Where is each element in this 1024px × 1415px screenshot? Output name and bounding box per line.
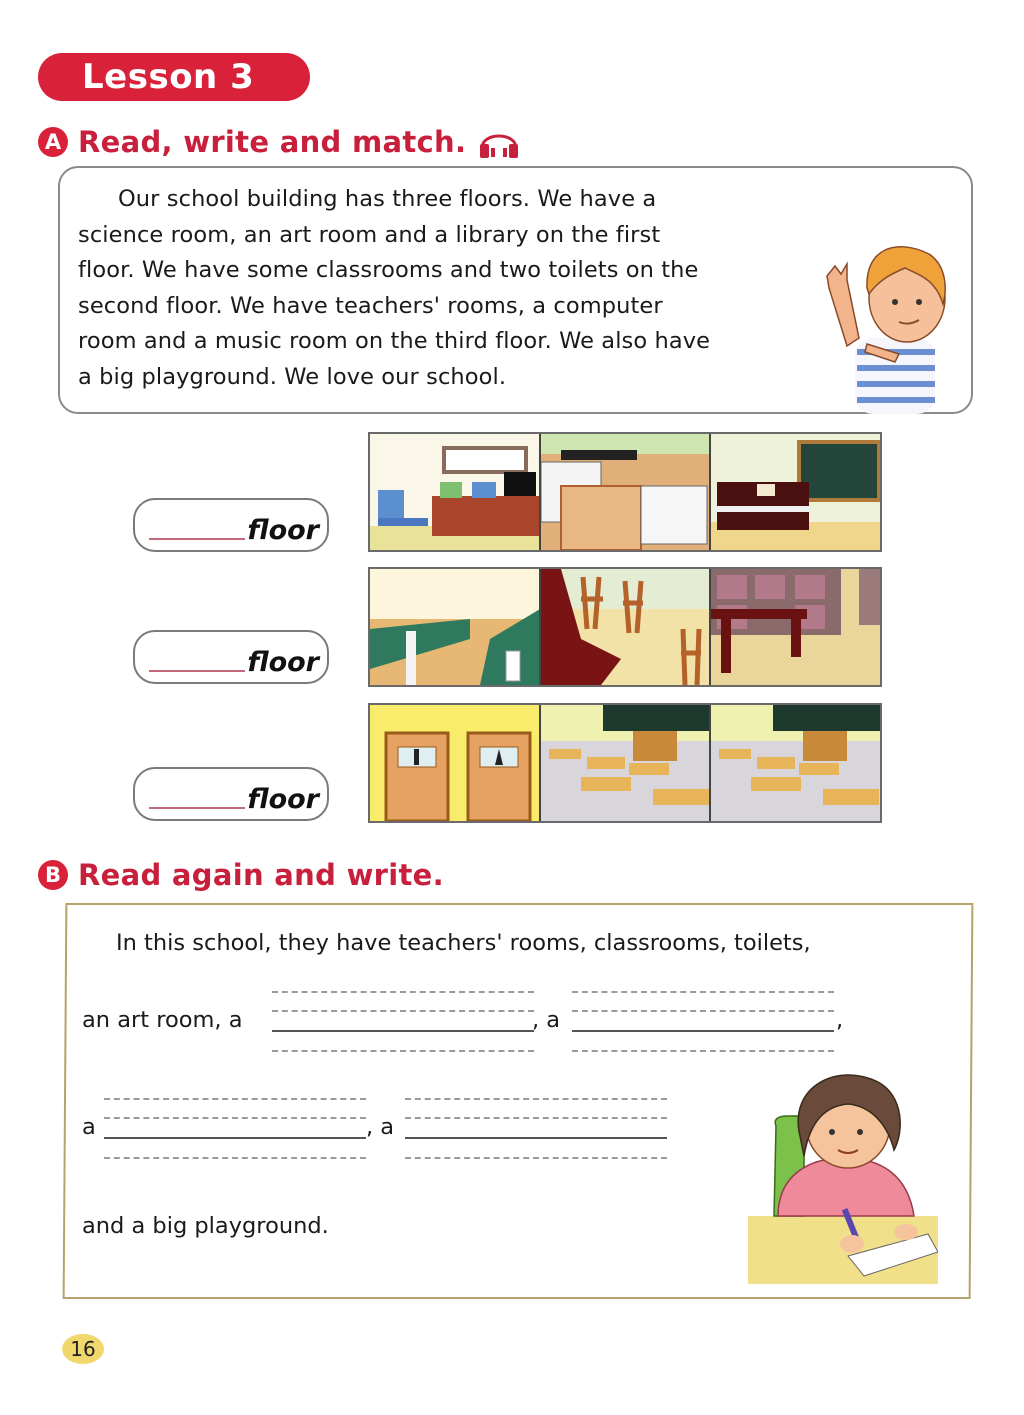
lesson-title: Lesson 3 <box>38 53 310 101</box>
science-scene <box>370 569 540 685</box>
section-a-header <box>38 124 522 160</box>
answer-blank[interactable] <box>149 670 245 672</box>
reading-line: science room, an art room and a library on the first <box>78 221 661 248</box>
floor-word: floor <box>247 784 319 815</box>
floor-word: floor <box>247 647 319 678</box>
reading-passage <box>78 182 818 395</box>
floor-answer-3[interactable] <box>133 767 329 821</box>
writing-line-3-prefix: a <box>82 1114 96 1140</box>
reading-line: Our school building has three floors. We have a <box>118 186 657 212</box>
writing-line-4: and a big playground. <box>82 1213 329 1239</box>
section-b-badge: B <box>38 860 68 890</box>
floor-word: floor <box>247 515 319 546</box>
floor-answer-2[interactable] <box>133 630 329 684</box>
classroom-scene <box>711 705 880 821</box>
picture-computer-room <box>541 434 712 550</box>
reading-line: a big playground. We love our school. <box>78 363 507 390</box>
reading-line: second floor. We have teachers' rooms, a computer <box>78 292 663 319</box>
section-a-title: Read, write and match. <box>78 125 467 159</box>
answer-blank-1[interactable] <box>272 990 534 1054</box>
writing-line-1: In this school, they have teachers' rooms, classrooms, toilets, <box>116 930 811 956</box>
picture-classroom-1 <box>541 705 712 821</box>
boy-illustration <box>807 218 957 414</box>
picture-row-3[interactable] <box>368 703 882 823</box>
girl-writing-illustration <box>748 1066 938 1284</box>
art-scene <box>541 569 711 685</box>
computer-scene <box>541 434 711 550</box>
library-scene <box>711 569 880 685</box>
page-number: 16 <box>62 1334 104 1364</box>
music-scene <box>711 434 880 550</box>
writing-line-2-prefix: an art room, a <box>82 1007 243 1033</box>
reading-line: floor. We have some classrooms and two toilets on the <box>78 257 699 283</box>
reading-passage-box <box>58 166 973 414</box>
picture-music-room <box>711 434 880 550</box>
picture-classroom-2 <box>711 705 880 821</box>
answer-blank[interactable] <box>149 807 245 809</box>
writing-line-2-end: , <box>836 1007 844 1033</box>
writing-line-2-sep: , a <box>532 1007 561 1033</box>
picture-row-1[interactable] <box>368 432 882 552</box>
reading-line: room and a music room on the third floor. We also have <box>78 328 711 354</box>
section-b-header <box>38 858 444 892</box>
toilets-scene <box>370 705 540 821</box>
picture-row-2[interactable] <box>368 567 882 687</box>
answer-blank-4[interactable] <box>405 1097 667 1161</box>
picture-teachers-office <box>370 434 541 550</box>
section-b-title: Read again and write. <box>78 858 444 892</box>
answer-blank-3[interactable] <box>104 1097 366 1161</box>
picture-toilets <box>370 705 541 821</box>
writing-line-3-sep: , a <box>366 1114 395 1140</box>
answer-blank-2[interactable] <box>572 990 834 1054</box>
picture-science-room <box>370 569 541 685</box>
classroom-scene <box>541 705 711 821</box>
headphones-icon[interactable] <box>476 124 522 160</box>
office-scene <box>370 434 540 550</box>
answer-blank[interactable] <box>149 538 245 540</box>
picture-art-room <box>541 569 712 685</box>
picture-library <box>711 569 880 685</box>
floor-answer-1[interactable] <box>133 498 329 552</box>
section-a-badge: A <box>38 127 68 157</box>
